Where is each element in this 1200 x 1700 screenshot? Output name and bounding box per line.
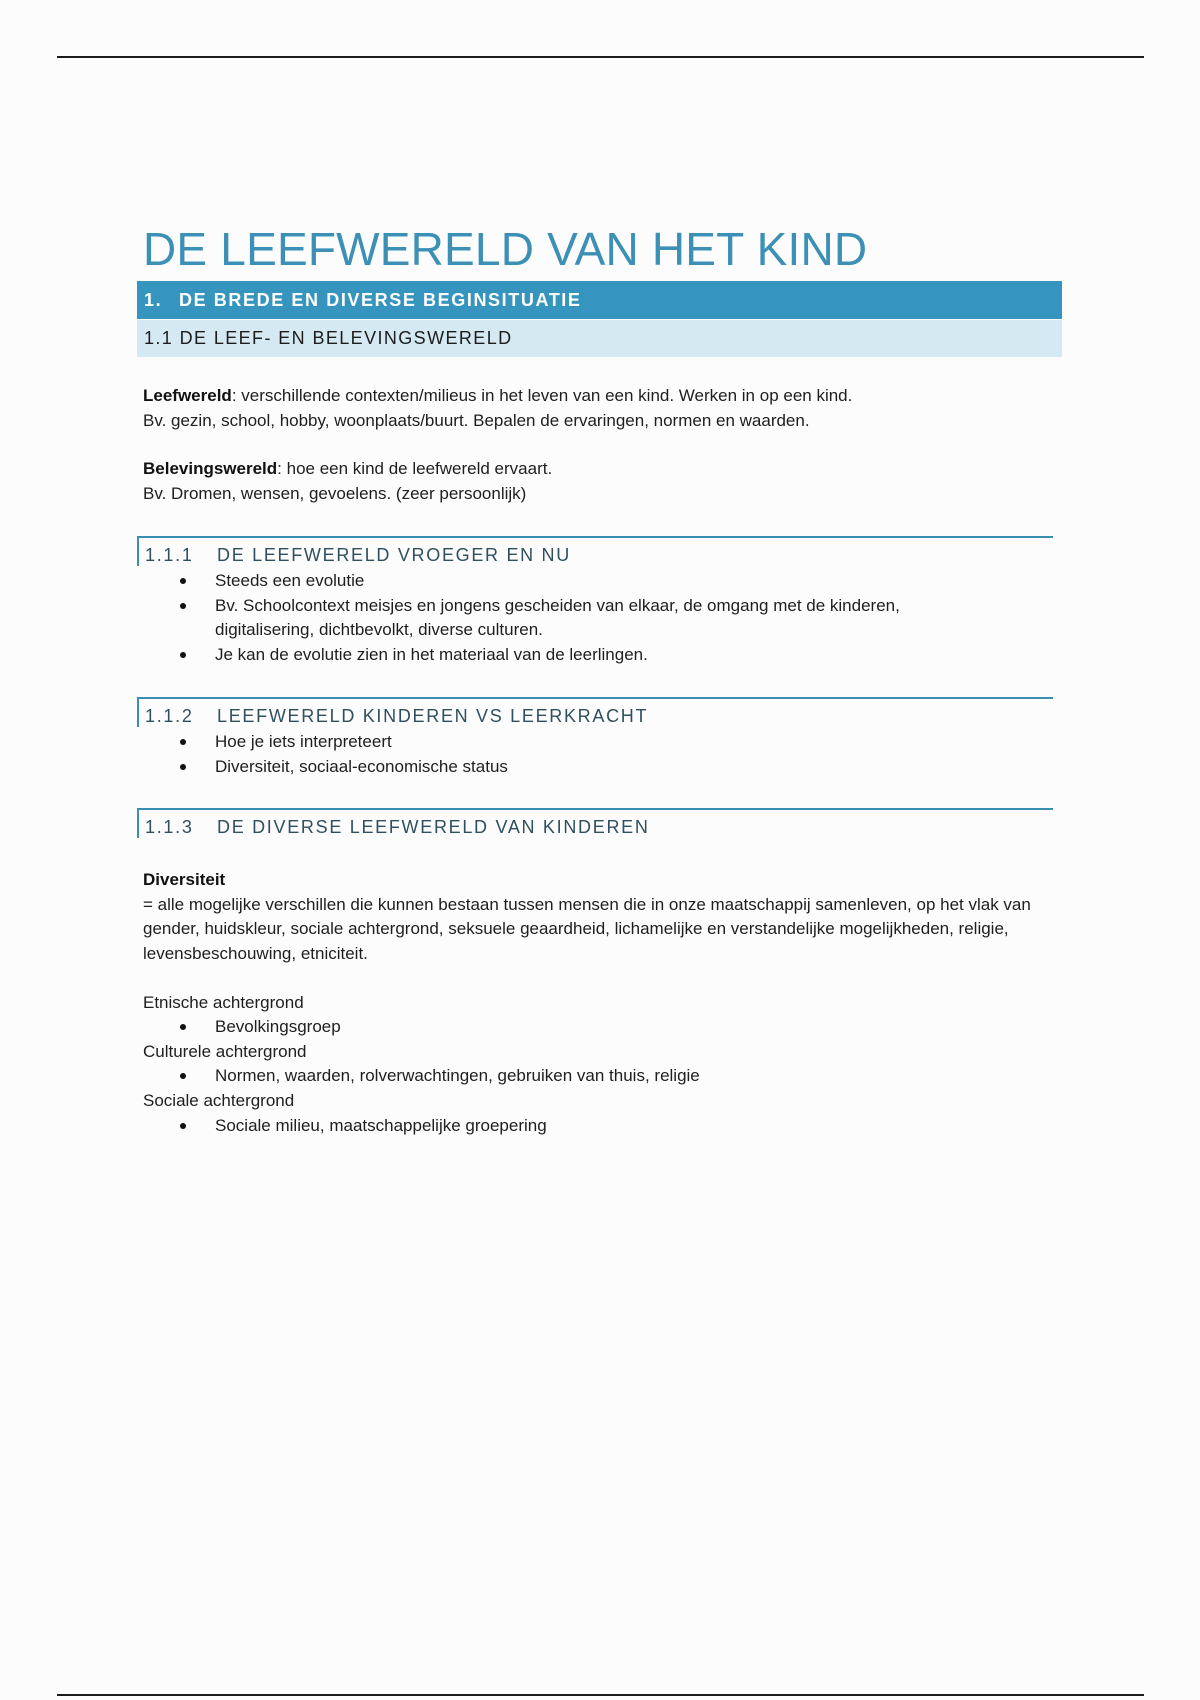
diversiteit-term: Diversiteit <box>143 870 226 889</box>
list-item-text: Je kan de evolutie zien in het materiaal van de leerlingen. <box>215 644 648 664</box>
heading-1-1-2-number: 1.1.2 <box>145 706 194 726</box>
list-etnisch <box>143 1015 1003 1040</box>
heading-1-1-3-title: DE DIVERSE LEEFWERELD VAN KINDEREN <box>217 817 650 837</box>
belevingswereld-definition: : hoe een kind de leefwereld ervaart. <box>277 459 553 478</box>
list-item <box>143 1015 1003 1040</box>
footer-rule <box>57 1694 1144 1696</box>
list-1-1-2 <box>143 730 1003 779</box>
heading-1-1-3 <box>137 808 1053 838</box>
heading-1-1-1-number: 1.1.1 <box>145 545 194 565</box>
list-cultureel <box>143 1064 1003 1089</box>
heading-1-1-1 <box>137 536 1053 566</box>
diversiteit-term-line <box>143 868 1041 893</box>
belevingswereld-example: Bv. Dromen, wensen, gevoelens. (zeer persoonlijk) <box>143 483 527 503</box>
document-title: DE LEEFWERELD VAN HET KIND <box>143 223 868 275</box>
leefwereld-paragraph <box>143 384 1043 433</box>
heading-1-1-3-number: 1.1.3 <box>145 817 194 837</box>
list-item <box>143 569 1003 594</box>
list-item-text: Bv. Schoolcontext meisjes en jongens gescheiden van elkaar, de omgang met de kinderen, digitalisering, dichtbevolkt, diverse culturen. <box>215 595 900 639</box>
list-item-text: Hoe je iets interpreteert <box>215 732 392 751</box>
list-item-text: Steeds een evolutie <box>215 571 365 590</box>
bullet-icon <box>180 764 186 770</box>
list-item <box>143 1114 1003 1139</box>
belevingswereld-definition-line <box>143 457 1043 482</box>
group-label-cultureel: Culturele achtergrond <box>143 1042 307 1061</box>
list-1-1-1 <box>143 569 1003 667</box>
heading-1-1-2 <box>137 697 1053 727</box>
list-item <box>143 594 1003 643</box>
bullet-icon <box>180 1024 186 1030</box>
bullet-icon <box>180 652 186 658</box>
group-label-sociaal: Sociale achtergrond <box>143 1091 295 1110</box>
diversiteit-definition: = alle mogelijke verschillen die kunnen bestaan tussen mensen die in onze maatschappij samenleven, op het vlak van gender, huidskleur, sociale achtergrond, seksuele geaardheid, lichamelijke en verstandelijke mogelijkheden, religie, levensbeschouwing, etniciteit. <box>143 894 1031 963</box>
bullet-icon <box>180 578 186 584</box>
heading-2: 1.1 DE LEEF- EN BELEVINGSWERELD <box>137 320 1062 357</box>
heading-1 <box>137 281 1062 319</box>
list-item <box>143 730 1003 755</box>
leefwereld-definition: : verschillende contexten/milieus in het leven van een kind. Werken in op een kind. <box>231 386 853 405</box>
list-item <box>143 1064 1003 1089</box>
bullet-icon <box>180 1123 186 1129</box>
leefwereld-definition-line <box>143 384 1043 409</box>
list-item-text: Bevolkingsgroep <box>215 1017 341 1036</box>
list-sociaal <box>143 1114 1003 1139</box>
list-item-text: Diversiteit, sociaal-economische status <box>215 756 508 776</box>
diversiteit-paragraph <box>143 868 1041 966</box>
belevingswereld-paragraph <box>143 457 1043 506</box>
heading-1-number: 1. <box>144 290 163 310</box>
list-item <box>143 643 1003 668</box>
leefwereld-term: Leefwereld <box>143 386 232 405</box>
group-label-etnisch: Etnische achtergrond <box>143 993 304 1012</box>
header-rule <box>57 56 1144 58</box>
list-item-text: Normen, waarden, rolverwachtingen, gebruiken van thuis, religie <box>215 1066 700 1085</box>
heading-1-text: DE BREDE EN DIVERSE BEGINSITUATIE <box>179 290 582 310</box>
bullet-icon <box>180 603 186 609</box>
belevingswereld-term: Belevingswereld <box>143 459 278 478</box>
list-item <box>143 755 1003 780</box>
heading-1-1-2-title: LEEFWERELD KINDEREN VS LEERKRACHT <box>217 706 649 726</box>
leefwereld-example: Bv. gezin, school, hobby, woonplaats/buurt. Bepalen de ervaringen, normen en waarden. <box>143 410 810 430</box>
bullet-icon <box>180 1073 186 1079</box>
list-item-text: Sociale milieu, maatschappelijke groepering <box>215 1116 547 1135</box>
heading-1-1-1-title: DE LEEFWERELD VROEGER EN NU <box>217 545 571 565</box>
bullet-icon <box>180 739 186 745</box>
